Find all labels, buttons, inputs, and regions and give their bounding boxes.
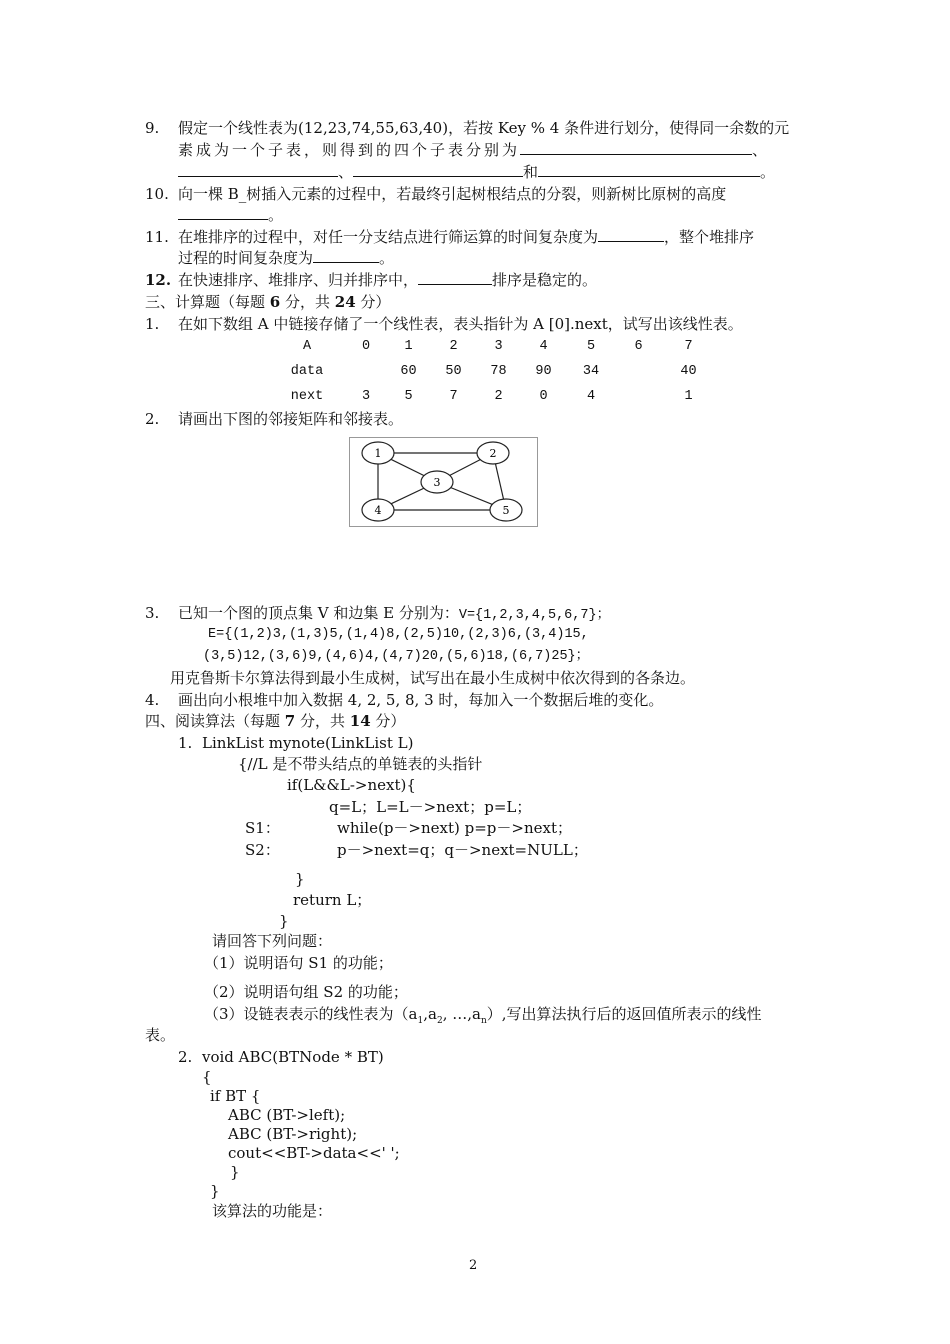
r1-q3-sub2: 2 [436,1016,443,1026]
array-cell: 3 [361,389,371,404]
section4-points-total: 14 [349,712,371,730]
r1-code-l3: q=L；L=L－>next；p=L； [329,798,532,816]
array-cell: 0 [361,339,371,354]
section3-title-c: 分，共 [280,293,335,311]
section4-points-each: 7 [284,712,296,730]
r2-code-l7: } [210,1182,220,1200]
linked-array-table [268,334,716,409]
q9-line1: 假定一个线性表为(12,23,74,55,63,40)，若按 Key % 4 条件进行划分，使得同一余数的元 [178,119,790,137]
q9-blank-4[interactable] [538,162,760,177]
array-cell [616,359,661,384]
graph-node-4 [362,499,394,521]
array-cell: next [290,389,324,404]
graph-node-label: 1 [374,447,382,460]
r1-q3-b: ,a [423,1005,437,1023]
q9-line2 [178,140,770,160]
array-cell: 5 [404,389,413,404]
graph-svg [350,438,537,526]
r1-s2-code: p－>next=q；q－>next=NULL； [337,841,588,859]
r2-ask: 该算法的功能是： [212,1202,333,1220]
array-next-row [268,384,716,409]
q10-line2 [178,205,283,225]
array-cell: A [302,339,312,354]
graph-figure [349,437,538,527]
r1-ask: 请回答下列问题： [212,932,333,950]
array-data-row [268,359,716,384]
section3-points-each: 6 [269,293,281,311]
c3-line4: 用克鲁斯卡尔算法得到最小生成树，试写出在最小生成树中依次得到的各条边。 [170,669,696,687]
array-cell: 78 [490,364,507,379]
q9-line2-text: 素成为一个子表，则得到的四个子表分别为 [178,141,521,159]
array-cell: 40 [680,364,697,379]
array-cell: 1 [404,339,413,354]
r2-code-l3: ABC (BT->left); [228,1106,346,1124]
c1-number: 1. [145,315,160,333]
q11-line1 [178,227,754,247]
array-header-row [268,334,716,359]
q9-blank-1[interactable] [520,140,752,155]
r1-number: 1. [178,734,193,752]
r1-question-3 [204,1004,762,1031]
r2-code-l5: cout<<BT->data<<' '; [228,1144,400,1162]
r1-return: return L； [293,891,372,909]
r2-code-l1: { [202,1068,212,1086]
array-cell: 4 [586,389,596,404]
c3-line1-a: 已知一个图的顶点集 V 和边集 E 分别为： [178,604,459,622]
r1-s1-label: S1： [245,819,280,837]
r1-q3-subn: n [480,1016,487,1026]
r1-question-3-tail: 表。 [145,1026,176,1044]
array-cell: 2 [449,339,458,354]
r1-s1-code: while(p－>next) p=p－>next； [337,819,573,837]
graph-node-1 [362,442,394,464]
array-cell: 7 [449,389,458,404]
q12-number: 12. [145,271,172,289]
q12-line1-a: 在快速排序、堆排序、归并排序中， [178,271,419,289]
graph-node-3 [421,471,453,493]
q10-blank[interactable] [178,205,268,220]
array-cell: 6 [634,339,643,354]
q11-blank-2[interactable] [313,248,379,263]
c1-text: 在如下数组 A 中链接存储了一个线性表，表头指针为 A [0].next，试写出该线性表。 [178,315,743,333]
array-cell: 5 [586,339,596,354]
q9-line3-sep-a: 、 [338,163,354,181]
r1-s2-label: S2： [245,841,280,859]
q9-blank-3[interactable] [353,162,523,177]
r1-q3-c: , …,a [442,1005,481,1023]
graph-node-label: 2 [489,447,497,460]
q10-line1: 向一棵 B_树插入元素的过程中，若最终引起树根结点的分裂，则新树比原树的高度 [178,185,727,203]
c4-number: 4. [145,691,160,709]
section4-title-a: 四、阅读算法（每题 [145,712,285,730]
r2-code-l6: } [230,1163,240,1181]
section4-title-e: 分） [370,712,406,730]
r1-q3-sub1: 1 [417,1016,424,1026]
graph-node-label: 5 [502,504,510,517]
r2-code-l4: ABC (BT->right); [228,1125,358,1143]
r1-question-1: （1）说明语句 S1 的功能； [204,954,393,972]
q9-line3-end: 。 [760,163,776,181]
c3-line1 [178,603,610,626]
section3-points-total: 24 [334,293,356,311]
c2-text: 请画出下图的邻接矩阵和邻接表。 [178,410,404,428]
array-cell [346,359,386,384]
r2-code-l2: if BT { [210,1087,261,1105]
q11-line2-a: 过程的时间复杂度为 [178,249,314,267]
r1-q3-d: ）,写出算法执行后的返回值所表示的线性 [486,1005,762,1023]
c4-text: 画出向小根堆中加入数据 4, 2, 5, 8, 3 时，每加入一个数据后堆的变化。 [178,691,664,709]
array-cell: 34 [582,364,600,379]
section3-title-e: 分） [355,293,391,311]
r1-q3-a: （3）设链表表示的线性表为（a [204,1005,418,1023]
q11-line1-a: 在堆排序的过程中，对任一分支结点进行筛运算的时间复杂度为 [178,228,599,246]
array-cell: 4 [539,339,548,354]
section4-title [145,711,405,731]
q12-line1 [178,270,597,290]
r1-code-l1: {//L 是不带头结点的单链表的头指针 [238,755,483,773]
q11-blank-1[interactable] [598,227,664,242]
q11-line1-b: ，整个堆排序 [664,228,755,246]
array-cell: 90 [535,364,552,379]
array-cell: 50 [445,364,462,379]
page-number: 2 [469,1258,478,1273]
q9-line3-sep-b: 和 [523,163,539,181]
section3-title [145,292,390,312]
q10-number: 10. [145,185,169,203]
c2-number: 2. [145,410,160,428]
q9-number: 9. [145,119,160,137]
c3-edge-set-line1: E={(1,2)3,(1,3)5,(1,4)8,(2,5)10,(2,3)6,(3,4)15, [208,627,589,642]
r1-question-2: （2）说明语句组 S2 的功能； [204,983,408,1001]
graph-node-label: 3 [433,476,441,489]
c3-edge-set-line2: (3,5)12,(3,6)9,(4,6)4,(4,7)20,(5,6)18,(6,7)25}； [203,649,590,664]
array-cell: 1 [684,389,693,404]
q9-line2-sep: 、 [752,141,771,159]
array-cell: 7 [684,339,693,354]
section3-title-a: 三、计算题（每题 [145,293,270,311]
graph-node-2 [477,442,509,464]
c3-number: 3. [145,604,160,622]
q11-number: 11. [145,228,169,246]
r2-number: 2. [178,1048,193,1066]
r1-code-l2: if(L&&L->next){ [287,776,416,794]
c3-vertex-set: V={1,2,3,4,5,6,7}； [458,608,611,623]
q12-blank[interactable] [418,270,492,285]
array-cell: 3 [494,339,503,354]
graph-node-label: 4 [374,504,382,517]
graph-node-5 [490,499,522,521]
array-cell [616,384,661,409]
array-cell: 60 [400,364,417,379]
r2-signature: void ABC(BTNode * BT) [202,1048,384,1066]
r1-close-brace-2: } [279,912,289,930]
array-cell: 2 [494,389,503,404]
q11-line2 [178,248,394,268]
q11-line2-end: 。 [379,249,395,267]
array-cell: 0 [539,389,548,404]
r1-signature: LinkList mynote(LinkList L) [202,734,414,752]
q9-line3 [178,162,775,182]
r1-close-brace-1: } [295,870,305,888]
section4-title-c: 分，共 [295,712,350,730]
q9-blank-2[interactable] [178,162,338,177]
q10-line2-end: 。 [268,206,284,224]
array-cell: data [290,364,324,379]
q12-line1-b: 排序是稳定的。 [492,271,598,289]
